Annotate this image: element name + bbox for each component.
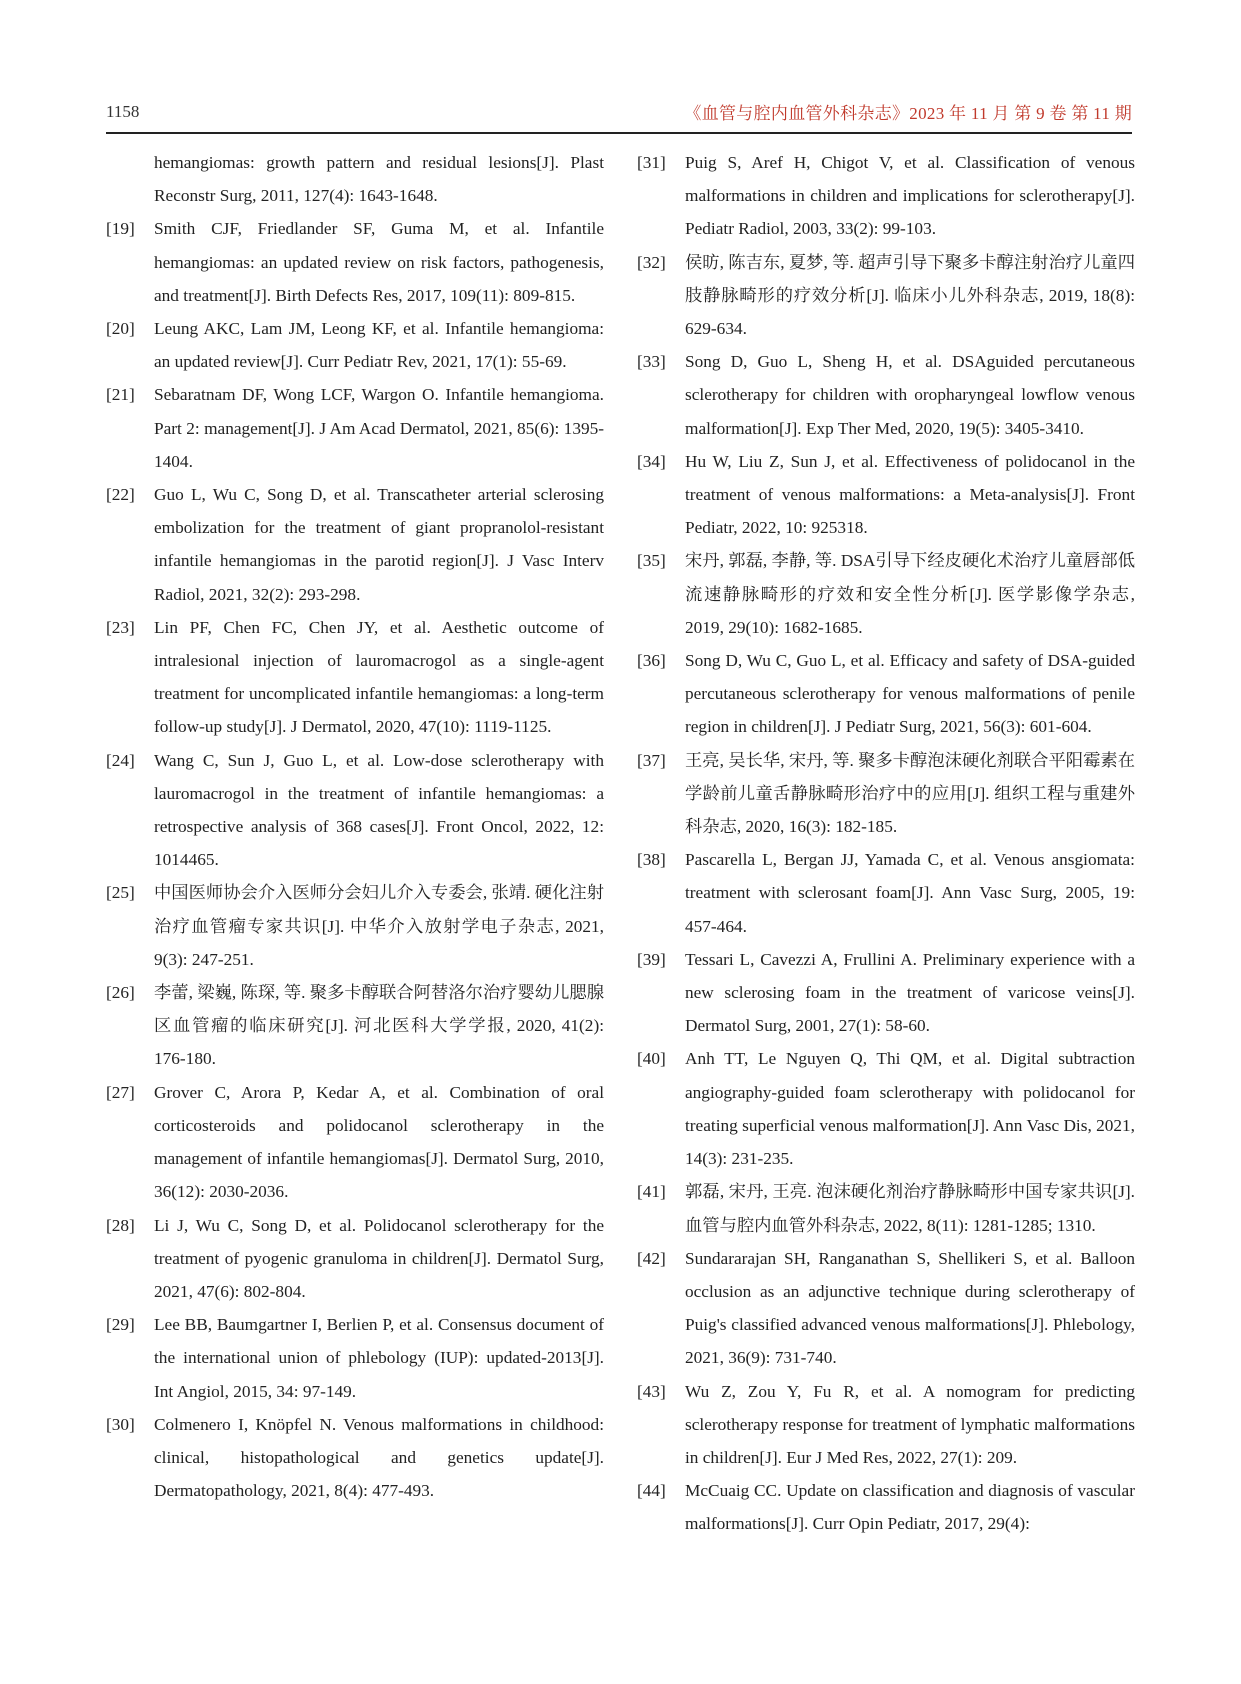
header-rule (106, 132, 1132, 134)
reference-number: [24] (106, 750, 135, 770)
reference-number: [27] (106, 1082, 135, 1102)
reference-item (106, 976, 604, 1076)
reference-item (637, 345, 1135, 445)
reference-number: [33] (637, 352, 666, 372)
reference-text: Wang C, Sun J, Guo L, et al. Low-dose sclerotherapy with lauromacrogol in the treatment of infantile hemangiomas: a retrospective analysis of 368 cases[J]. Front Oncol, 2022, 12: 1014465. (154, 750, 604, 870)
reference-number: [37] (637, 750, 666, 770)
reference-text: Lin PF, Chen FC, Chen JY, et al. Aesthetic outcome of intralesional injection of lauromacrogol as a single-agent treatment for uncomplicated infantile hemangiomas: a long-term follow-up study[J]. J Dermatol, 2020, 47(10): 1119-1125. (154, 617, 604, 737)
reference-number: [19] (106, 219, 135, 239)
reference-item (637, 1242, 1135, 1375)
reference-item (637, 843, 1135, 943)
reference-item (637, 445, 1135, 545)
reference-item (637, 1375, 1135, 1475)
reference-item (637, 1474, 1135, 1540)
page-number: 1158 (106, 102, 140, 121)
reference-number: [43] (637, 1381, 666, 1401)
reference-text: Li J, Wu C, Song D, et al. Polidocanol sclerotherapy for the treatment of pyogenic granuloma in children[J]. Dermatol Surg, 2021, 47(6): 802-804. (154, 1215, 604, 1301)
reference-item (637, 644, 1135, 744)
reference-item (106, 1408, 604, 1508)
reference-number: [28] (106, 1215, 135, 1235)
reference-text: 中国医师协会介入医师分会妇儿介入专委会, 张靖. 硬化注射治疗血管瘤专家共识[J]. 中华介入放射学电子杂志, 2021, 9(3): 247-251. (154, 883, 604, 969)
reference-item (106, 212, 604, 312)
reference-text: Colmenero I, Knöpfel N. Venous malformations in childhood: clinical, histopathological and genetics update[J]. Dermatopathology, 2021, 8(4): 477-493. (154, 1414, 604, 1501)
reference-text: Pascarella L, Bergan JJ, Yamada C, et al. Venous ansgiomata: treatment with sclerosant foam[J]. Ann Vasc Surg, 2005, 19: 457-464. (685, 850, 1135, 936)
reference-item (106, 744, 604, 877)
reference-number: [38] (637, 850, 666, 870)
reference-text: Grover C, Arora P, Kedar A, et al. Combination of oral corticosteroids and polidocanol sclerotherapy in the management of infantile hemangiomas[J]. Dermatol Surg, 2010, 36(12): 2030-2036. (154, 1082, 604, 1202)
reference-text: McCuaig CC. Update on classification and diagnosis of vascular malformations[J]. Curr Opin Pediatr, 2017, 29(4): (685, 1481, 1135, 1534)
reference-item (106, 876, 604, 976)
page-header (106, 96, 1132, 132)
right-reference-column (637, 146, 1135, 1541)
reference-item (637, 943, 1135, 1043)
reference-text: Guo L, Wu C, Song D, et al. Transcatheter arterial sclerosing embolization for the treatment of giant propranolol-resistant infantile hemangiomas in the parotid region[J]. J Vasc Interv Radiol, 2021, 32(2): 293-298. (154, 485, 604, 604)
reference-text: 李蕾, 梁巍, 陈琛, 等. 聚多卡醇联合阿替洛尔治疗婴幼儿腮腺区血管瘤的临床研究[J]. 河北医科大学学报, 2020, 41(2): 176-180. (154, 983, 604, 1069)
reference-number: [21] (106, 385, 135, 405)
reference-text: Song D, Wu C, Guo L, et al. Efficacy and safety of DSA-guided percutaneous sclerotherapy for venous malformations of penile region in children[J]. J Pediatr Surg, 2021, 56(3): 601-604. (685, 651, 1135, 737)
journal-running-title: 《血管与腔内血管外科杂志》2023 年 11 月 第 9 卷 第 11 期 (684, 104, 1132, 123)
reference-number: [41] (637, 1182, 666, 1202)
reference-number: [40] (637, 1049, 666, 1069)
reference-number: [23] (106, 617, 135, 637)
reference-item (637, 246, 1135, 346)
reference-item (106, 1209, 604, 1309)
reference-text: Song D, Guo L, Sheng H, et al. DSAguided percutaneous sclerotherapy for children with oropharyngeal lowflow venous malformation[J]. Exp Ther Med, 2020, 19(5): 3405-3410. (685, 352, 1135, 438)
reference-number: [39] (637, 949, 666, 969)
reference-number: [36] (637, 651, 666, 671)
reference-text: Sundararajan SH, Ranganathan S, Shellikeri S, et al. Balloon occlusion as an adjunctive technique during sclerotherapy of Puig's classified advanced venous malformations[J]. Phlebology, 2021, 36(9): 731-740. (685, 1248, 1135, 1368)
reference-text: 侯昉, 陈吉东, 夏梦, 等. 超声引导下聚多卡醇注射治疗儿童四肢静脉畸形的疗效分析[J]. 临床小儿外科杂志, 2019, 18(8): 629-634. (685, 252, 1135, 339)
reference-number: [34] (637, 451, 666, 471)
reference-text: Puig S, Aref H, Chigot V, et al. Classification of venous malformations in children and implications for sclerotherapy[J]. Pediatr Radiol, 2003, 33(2): 99-103. (685, 153, 1135, 239)
reference-number: [32] (637, 252, 666, 272)
reference-item (637, 544, 1135, 644)
reference-text: Anh TT, Le Nguyen Q, Thi QM, et al. Digital subtraction angiography-guided foam sclerotherapy with polidocanol for treating superficial venous malformation[J]. Ann Vasc Dis, 2021, 14(3): 231-235. (685, 1049, 1135, 1169)
reference-item (637, 1175, 1135, 1241)
reference-number: [44] (637, 1481, 666, 1501)
left-reference-column (106, 146, 604, 1507)
reference-continuation: hemangiomas: growth pattern and residual lesions[J]. Plast Reconstr Surg, 2011, 127(4): 1643-1648. (154, 153, 604, 206)
reference-number: [35] (637, 551, 666, 571)
reference-number: [29] (106, 1315, 135, 1335)
reference-item (106, 1308, 604, 1408)
reference-text: Tessari L, Cavezzi A, Frullini A. Preliminary experience with a new sclerosing foam in the treatment of varicose veins[J]. Dermatol Surg, 2001, 27(1): 58-60. (685, 949, 1135, 1036)
reference-item (106, 312, 604, 378)
reference-text: 宋丹, 郭磊, 李静, 等. DSA引导下经皮硬化术治疗儿童唇部低流速静脉畸形的疗效和安全性分析[J]. 医学影像学杂志, 2019, 29(10): 1682-1685. (685, 551, 1135, 637)
reference-item (106, 1076, 604, 1209)
reference-text: 郭磊, 宋丹, 王亮. 泡沫硬化剂治疗静脉畸形中国专家共识[J]. 血管与腔内血管外科杂志, 2022, 8(11): 1281-1285; 1310. (685, 1182, 1135, 1235)
reference-text: Sebaratnam DF, Wong LCF, Wargon O. Infantile hemangioma. Part 2: management[J]. J Am Acad Dermatol, 2021, 85(6): 1395-1404. (154, 385, 604, 471)
reference-number: [42] (637, 1248, 666, 1268)
reference-text: Leung AKC, Lam JM, Leong KF, et al. Infantile hemangioma: an updated review[J]. Curr Pediatr Rev, 2021, 17(1): 55-69. (154, 319, 604, 372)
reference-number: [26] (106, 983, 135, 1003)
reference-item (106, 478, 604, 611)
reference-text: Lee BB, Baumgartner I, Berlien P, et al. Consensus document of the international union of phlebology (IUP): updated-2013[J]. Int Angiol, 2015, 34: 97-149. (154, 1315, 604, 1401)
reference-item (637, 1042, 1135, 1175)
reference-number: [20] (106, 319, 135, 339)
reference-item (637, 744, 1135, 844)
reference-number: [25] (106, 883, 135, 903)
reference-item (637, 146, 1135, 246)
reference-number: [30] (106, 1414, 135, 1434)
reference-item (106, 378, 604, 478)
reference-text: Hu W, Liu Z, Sun J, et al. Effectiveness of polidocanol in the treatment of venous malformations: a Meta-analysis[J]. Front Pediatr, 2022, 10: 925318. (685, 451, 1135, 538)
reference-number: [31] (637, 153, 666, 172)
reference-item (106, 611, 604, 744)
reference-text: Smith CJF, Friedlander SF, Guma M, et al. Infantile hemangiomas: an updated review on risk factors, pathogenesis, and treatment[J]. Birth Defects Res, 2017, 109(11): 809-815. (154, 219, 604, 305)
reference-text: Wu Z, Zou Y, Fu R, et al. A nomogram for predicting sclerotherapy response for treatment of lymphatic malformations in children[J]. Eur J Med Res, 2022, 27(1): 209. (685, 1381, 1135, 1467)
reference-text: 王亮, 吴长华, 宋丹, 等. 聚多卡醇泡沫硬化剂联合平阳霉素在学龄前儿童舌静脉畸形治疗中的应用[J]. 组织工程与重建外科杂志, 2020, 16(3): 182-185. (685, 750, 1135, 837)
reference-number: [22] (106, 485, 135, 505)
